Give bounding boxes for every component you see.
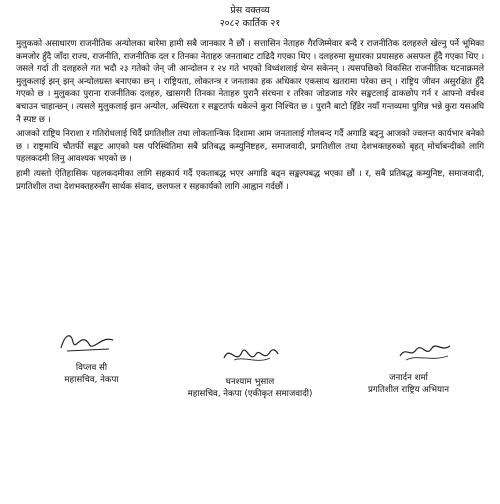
- signatory-role: महासचिव, नेकपा (एकीकृत समाजवादी): [187, 389, 313, 399]
- document-header: [16, 4, 484, 30]
- signatory-2: [173, 324, 328, 400]
- paragraph-3: हामी त्यस्तो ऐतिहासिक पहलकदमीका लागि सहकार्य गर्दै एकताबद्ध भएर अगाडि बढ्न सङ्कल्पबद्ध भएका छौं । र, सबै प्रतिबद्ध कम्युनिष्ट, समाजवादी, प्रगतिशील तथा देशभक्तहरुसँग सार्थक संवाद, छलफल र सहकार्यको लागि आह्वान गर्दछौं ।: [16, 168, 484, 192]
- signatory-role: महासचिव, नेकपा: [64, 375, 119, 385]
- paragraph-2: आजको राष्ट्रिय निराशा र गतिरोधलाई चिर्दै प्रगतिशील तथा लोकतान्त्रिक दिशामा आम जनतालाई गोलबन्द गर्दै अगाडि बढ्नु आजको ज्वलन्त कार्यभार बनेको छ । राष्ट्रमाथि चौतर्फी सङ्कट आएको यस परिस्थितिमा सबै प्रतिबद्ध कम्युनिष्टहरु, समाजवादी, प्रगतिशील तथा देशभक्तहरुको बृहत् मोर्चाबन्दीको लागि पहलकदमी लिनु आवश्यक भएको छ ।: [16, 129, 484, 165]
- signatory-role: प्रगतिशील राष्ट्रिय अभियान: [368, 385, 449, 395]
- document-body: [16, 38, 484, 193]
- handwritten-signature-icon: [14, 324, 169, 362]
- handwritten-signature-icon: [331, 334, 486, 372]
- signatory-name: जनार्दन शर्मा: [389, 373, 428, 383]
- signatory-3: [331, 324, 486, 400]
- document-title: प्रेस वक्तव्य: [230, 5, 270, 16]
- paragraph-1: मुलुकको असाधारण राजनीतिक अन्योलका बारेमा हामी सबै जानकार नै छौं । सत्तासिन नेताहरु गैरजिम्मेवार बन्दै र राजनीतिक दलहरुले खेल्नु पर्ने भूमिका कमजोर हुँदै जाँदा राज्य, राजनीति, राजनीतिक दल र तिनका नेताहरु जनताबाट टाढिदै गएका थिए । दलहरुमा सुधारका प्रयासहरु असफल हुँदै गएका थिए । जसले गर्दा ती दलहरुले गत भदौ २३ गतेको जेन् जी आन्दोलन र २४ गते भएको विध्वंशलाई थेग्न सकेनन् । त्यसपछिको विकसित राजनीतिक घटनाक्रमले मुलुकलाई झन् झन् अन्योलग्रस्त बनाएका छन् । राष्ट्रियता, लोकतन्त्र र जनताका हक अधिकार एकसाथ खतरामा परेका छन् । राष्ट्रिय जीवन असुरक्षित हुँदै गएको छ । मुलुकका पुराना राजनीतिक दलहरु, खासगरी तिनका नेताहरु पुरानै संरचना र तरिका जोडजाड गरेर सङ्कटलाई ढाकछोप गर्न र आफ्नो वर्चश्व बचाउन चाहान्छन् । त्यसले मुलुकलाई झन अन्योल, अस्थिरता र सङ्कटतर्फ धकेल्ने कुरा निश्चित छ । पुरानै बाटो हिँडेर नयाँ गन्तव्यमा पुगिन्न भन्ने कुरा यसअघि नै स्पष्ट छ ।: [16, 39, 484, 125]
- handwritten-signature-icon: [173, 338, 328, 376]
- signature-block: [14, 324, 486, 400]
- press-release-page: [0, 4, 500, 504]
- document-date: २०८२ कार्तिक २१: [219, 18, 281, 29]
- signatory-1: [14, 324, 169, 400]
- signatory-name: घनश्याम भुसाल: [225, 377, 275, 387]
- signatory-name: विप्लव सी: [75, 363, 108, 373]
